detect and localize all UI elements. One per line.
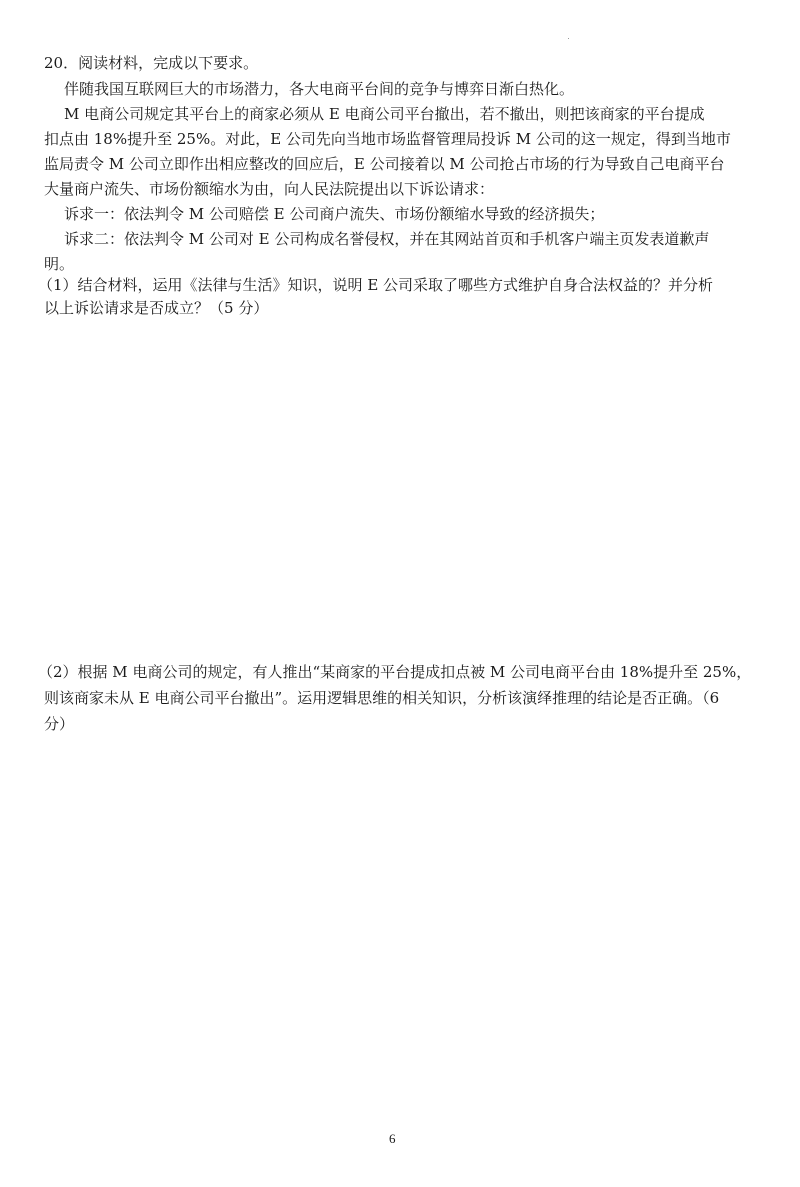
sub-question-1-line-2: 以上诉讼请求是否成立？（5 分） <box>44 299 269 317</box>
material-paragraph-1: 伴随我国互联网巨大的市场潜力，各大电商平台间的竞争与博弈日渐白热化。 <box>64 80 575 98</box>
material-paragraph-2-line-2: 扣点由 18%提升至 25%。对此，E 公司先向当地市场监督管理局投诉 M 公司的这一规定，得到当地市 <box>44 130 731 148</box>
material-paragraph-2-line-1: M 电商公司规定其平台上的商家必须从 E 电商公司平台撤出，若不撤出，则把该商家的平台提成 <box>64 105 705 123</box>
question-heading: 20．阅读材料，完成以下要求。 <box>44 54 259 72</box>
claim-2-line-2: 明。 <box>44 255 75 273</box>
claim-1: 诉求一：依法判令 M 公司赔偿 E 公司商户流失、市场份额缩水导致的经济损失； <box>64 205 605 223</box>
claim-2-line-1: 诉求二：依法判令 M 公司对 E 公司构成名誉侵权，并在其网站首页和手机客户端主页发表道歉声 <box>64 230 710 248</box>
material-paragraph-2-line-4: 大量商户流失、市场份额缩水为由，向人民法院提出以下诉讼请求： <box>44 180 495 198</box>
sub-question-2-line-2: 则该商家未从 E 电商公司平台撤出”。运用逻辑思维的相关知识，分析该演绎推理的结论是否正确。（6 <box>44 689 720 707</box>
material-paragraph-2-line-3: 监局责令 M 公司立即作出相应整改的回应后，E 公司接着以 M 公司抢占市场的行为导致自己电商平台 <box>44 155 725 173</box>
page-number: 6 <box>389 1131 396 1146</box>
scan-speck <box>568 38 569 39</box>
sub-question-2-line-1: （2）根据 M 电商公司的规定，有人推出“某商家的平台提成扣点被 M 公司电商平台由 18%提升至 25%， <box>38 663 752 681</box>
sub-question-1-line-1: （1）结合材料，运用《法律与生活》知识，说明 E 公司采取了哪些方式维护自身合法权益的？并分析 <box>38 276 714 294</box>
sub-question-2-line-3: 分） <box>44 715 75 733</box>
